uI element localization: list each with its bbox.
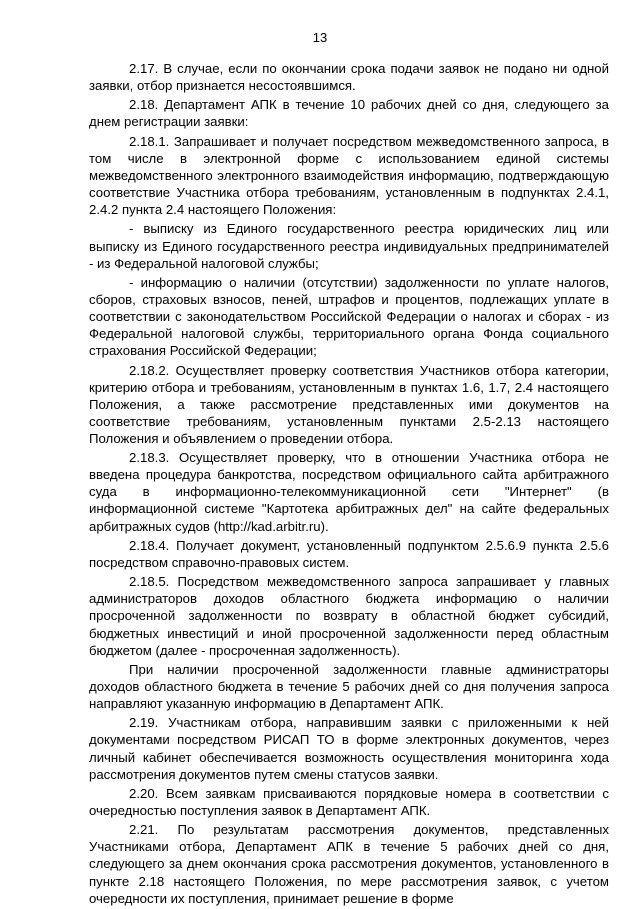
paragraph-2-20: 2.20. Всем заявкам присваиваются порядковые номера в соответствии с очередностью поступления заявок в Департамент АПК.: [89, 785, 609, 818]
paragraph-2-18: 2.18. Департамент АПК в течение 10 рабочих дней со дня, следующего за днем регистрации заявки:: [89, 97, 609, 130]
paragraph-2-18-1: 2.18.1. Запрашивает и получает посредством межведомственного запроса, в том числе в электронной форме с использованием единой системы межведомственного электронного взаимодействия информацию, подтверждающую соответствие Участника отбора требованиям, установленным в подпунктах 2.4.1, 2.4.2 пункта 2.4 настоящего Положения:: [89, 133, 609, 218]
paragraph-2-18-2: 2.18.2. Осуществляет проверку соответствия Участников отбора категории, критерию отбора и требованиям, установленным в пунктах 1.6, 1.7, 2.4 настоящего Положения, а также рассмотрение представленных ими документов на соответствие требованиям, установленным пунктами 2.5-2.13 настоящего Положения и объявлением о проведении отбора.: [89, 362, 609, 446]
paragraph-overdue-debt: При наличии просроченной задолженности главные администраторы доходов областного бюджета в течение 5 рабочих дней со дня получения запроса направляют указанную информацию в Департамент АПК.: [89, 661, 609, 712]
paragraph-tax-debt-info: - информацию о наличии (отсутствии) задолженности по уплате налогов, сборов, страховых взносов, пеней, штрафов и процентов, подлежащих уплате в соответствии с законодательством Российской Федерации о налогах и сборах - из Федеральной налоговой службы, территориального органа Фонда социального страхования Российской Федерации;: [89, 274, 609, 359]
document-body: [89, 60, 609, 909]
paragraph-2-21: 2.21. По результатам рассмотрения документов, представленных Участниками отбора, Департамент АПК в течение 5 рабочих дней со дня, следующего за днем окончания срока рассмотрения документов, установленного в пункте 2.18 настоящего Положения, по мере рассмотрения заявок, с учетом очередности их поступления, принимает решение в форме: [89, 822, 609, 906]
paragraph-egrul-extract: - выписку из Единого государственного реестра юридических лиц или выписку из Единого государственного реестра индивидуальных предпринимателей - из Федеральной налоговой службы;: [89, 221, 609, 271]
paragraph-2-19: 2.19. Участникам отбора, направившим заявки с приложенными к ней документами посредством РИСАП ТО в форме электронных документов, через личный кабинет обеспечивается возможность осуществления мониторинга хода рассмотрения документов путем смены статусов заявки.: [89, 715, 609, 782]
paragraph-2-18-5: 2.18.5. Посредством межведомственного запроса запрашивает у главных администраторов доходов областного бюджета информацию о наличии просроченной задолженности по возврату в областной бюджет субсидий, бюджетных инвестиций и иной просроченной задолженности перед областным бюджетом (далее - просроченная задолженность).: [89, 574, 609, 658]
paragraph-2-18-3: 2.18.3. Осуществляет проверку, что в отношении Участника отбора не введена процедура банкротства, посредством официального сайта арбитражного суда в информационно-телекоммуникационной сети "Интернет" (в информационной системе "Картотека арбитражных дел" на сайте федеральных арбитражных судов (http://kad.arbitr.ru).: [89, 450, 609, 534]
paragraph-2-18-4: 2.18.4. Получает документ, установленный подпунктом 2.5.6.9 пункта 2.5.6 посредством справочно-правовых систем.: [89, 537, 609, 570]
page-number: 13: [312, 30, 328, 45]
paragraph-2-17: 2.17. В случае, если по окончании срока подачи заявок не подано ни одной заявки, отбор признается несостоявшимся.: [89, 61, 609, 94]
